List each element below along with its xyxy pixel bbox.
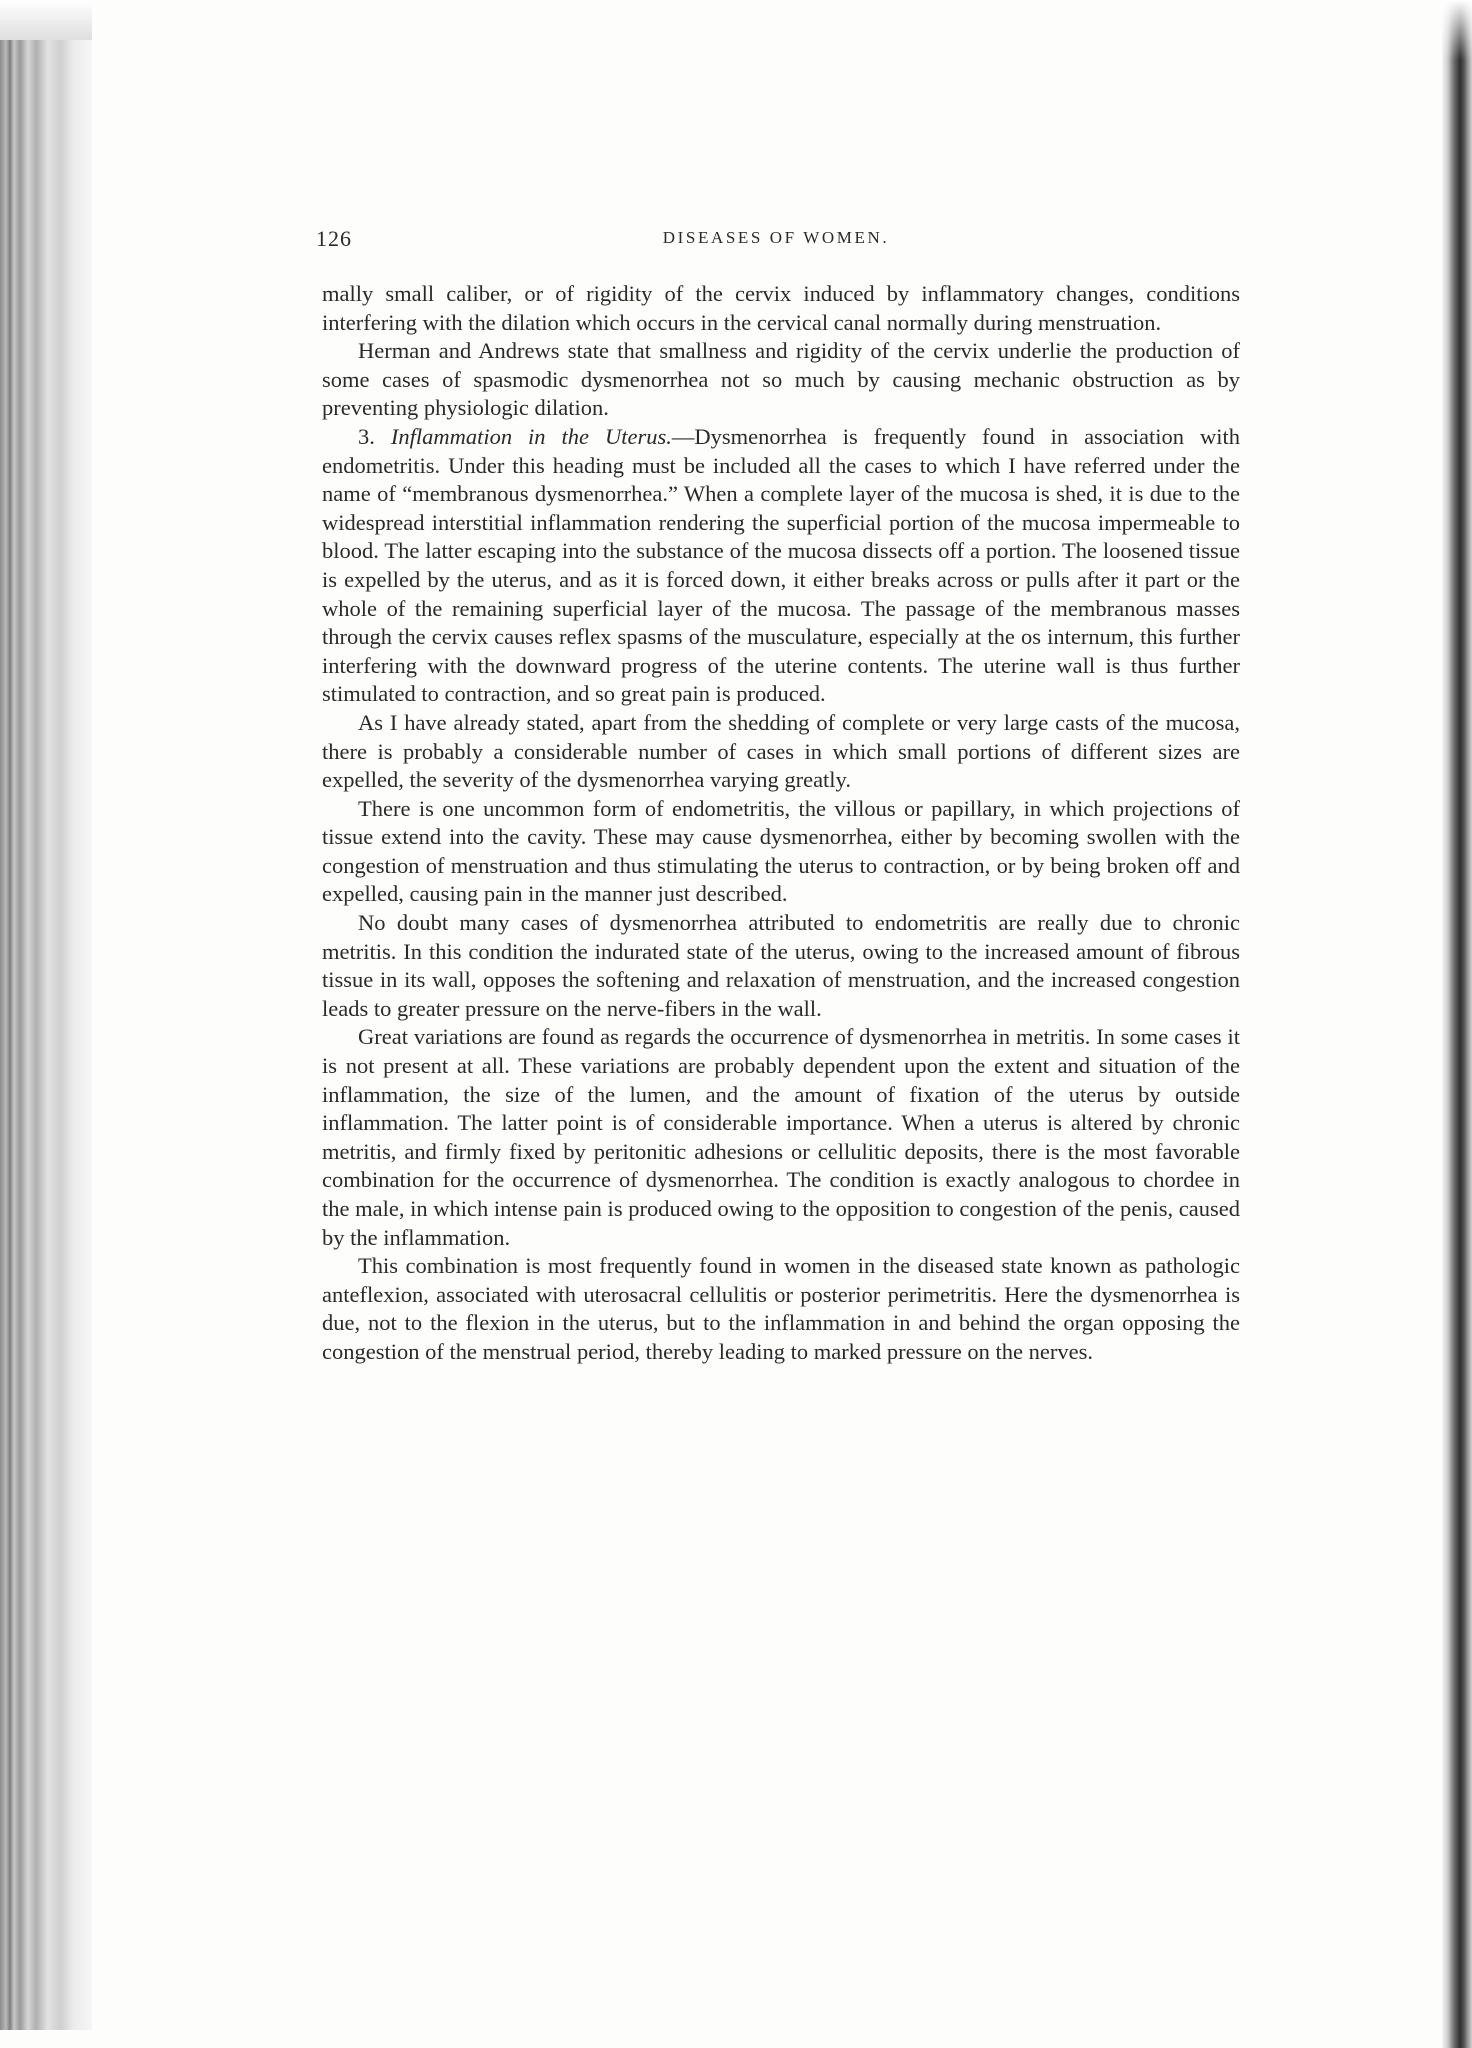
paragraph: No doubt many cases of dysmenorrhea attributed to endometritis are really due to chronic metritis. In this condition the indurated state of the uterus, owing to the increased amount of fibrous tissue in its wall, opposes the softening and relaxation of menstruation, and the increased congestion leads to greater pressure on the nerve-fibers in the wall. xyxy=(322,910,1240,1021)
paragraph: Herman and Andrews state that smallness and rigidity of the cervix underlie the production of some cases of spasmodic dysmenorrhea not so much by causing mechanic obstruction as by preventing physiologic dilation. xyxy=(322,338,1240,421)
page-number: 126 xyxy=(316,226,352,251)
body-text xyxy=(322,280,1240,1367)
paragraph: mally small caliber, or of rigidity of the cervix induced by inflammatory changes, conditions interfering with the dilation which occurs in the cervical canal normally during menstruation. xyxy=(322,281,1240,335)
paragraph: As I have already stated, apart from the shedding of complete or very large casts of the mucosa, there is probably a considerable number of cases in which small portions of different sizes are expelled, the severity of the dysmenorrhea varying greatly. xyxy=(322,709,1240,793)
section-paragraph xyxy=(322,423,1240,709)
page-stack-edge-top xyxy=(1442,0,1472,60)
page-header xyxy=(316,226,1236,256)
binding-edge xyxy=(0,40,92,2030)
paragraph: This combination is most frequently found in women in the diseased state known as pathologic anteflexion, associated with uterosacral cellulitis or posterior perimetritis. Here the dysmenorrhea is due, not to the flexion in the uterus, but to the inflammation in and behind the organ opposing the congestion of the menstrual period, thereby leading to marked pressure on the nerves. xyxy=(322,1253,1240,1364)
paragraph: Great variations are found as regards the occurrence of dysmenorrhea in metritis. In some cases it is not present at all. These variations are probably dependent upon the extent and situation of the inflammation, the size of the lumen, and the amount of fixation of the uterus by outside inflammation. The latter point is of considerable importance. When a uterus is altered by chronic metritis, and firmly fixed by peritonitic adhesions or cellulitic deposits, there is the most favorable combination for the occurrence of dysmenorrhea. The condition is exactly analogous to chordee in the male, in which intense pain is produced owing to the opposition to congestion of the penis, caused by the inflammation. xyxy=(322,1024,1240,1250)
section-number: 3. xyxy=(358,423,375,449)
section-body: —Dysmenorrhea is frequently found in association with endometritis. Under this heading must be included all the cases to which I have referred under the name of “membranous dysmenorrhea.” When a complete layer of the mucosa is shed, it is due to the widespread interstitial inflammation rendering the superficial portion of the mucosa impermeable to blood. The latter escaping into the substance of the mucosa dissects off a portion. The loosened tissue is expelled by the uterus, and as it is forced down, it either breaks across or pulls after it part or the whole of the remaining superficial layer of the mucosa. The passage of the membranous masses through the cervix causes reflex spasms of the musculature, especially at the os internum, this further interfering with the downward progress of the uterine contents. The uterine wall is thus further stimulated to contraction, and so great pain is produced. xyxy=(322,423,1241,707)
section-title: Inflammation in the Uterus. xyxy=(390,423,672,449)
paragraph: There is one uncommon form of endometritis, the villous or papillary, in which projections of tissue extend into the cavity. These may cause dysmenorrhea, either by becoming swollen with the congestion of menstruation and thus stimulating the uterus to contraction, or by being broken off and expelled, causing pain in the manner just described. xyxy=(322,795,1240,907)
page-stack-edge xyxy=(1442,0,1472,2048)
running-head: DISEASES OF WOMEN. xyxy=(662,228,890,247)
